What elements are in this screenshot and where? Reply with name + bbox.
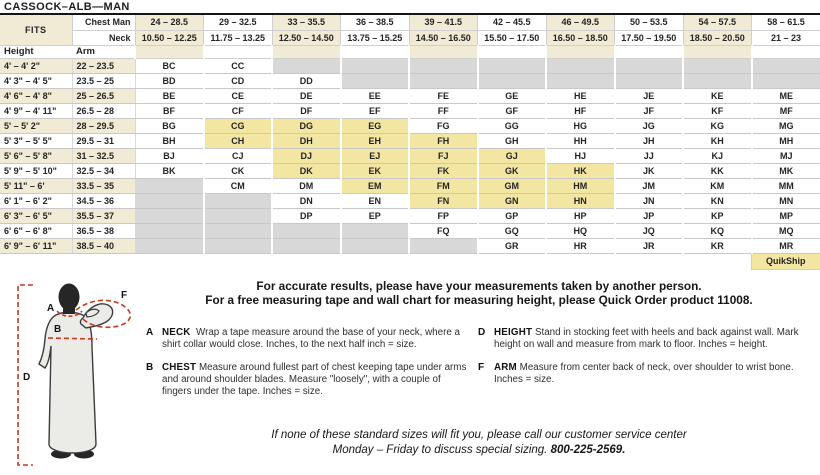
size-row: [0, 118, 820, 133]
height-range: 6' 3" – 6' 5": [0, 208, 72, 223]
quikship-row: [0, 253, 820, 269]
size-cell: MQ: [752, 223, 820, 238]
size-cell: HP: [546, 208, 615, 223]
size-cell: HF: [546, 103, 615, 118]
size-cell: GQ: [478, 223, 547, 238]
arm-range: 32.5 – 34: [72, 163, 135, 178]
size-cell: DF: [272, 103, 341, 118]
phone-number: 800-225-2569.: [550, 443, 626, 456]
note-letter: B: [146, 361, 154, 373]
notes-column-left: [146, 327, 468, 408]
neck-range-header: 11.75 – 13.25: [204, 30, 273, 45]
size-row: [0, 238, 820, 253]
head: [59, 284, 80, 311]
neck-range-header: 21 – 23: [752, 30, 820, 45]
size-cell: HJ: [546, 148, 615, 163]
arm-range: 23.5 – 25: [72, 73, 135, 88]
neck-range-header: 12.50 – 14.50: [272, 30, 341, 45]
size-row: [0, 148, 820, 163]
note-text: Stand in stocking feet with heels and back against wall. Mark height on wall and measure from mark to floor. Inches = height.: [494, 327, 799, 351]
arm-range: 22 – 23.5: [72, 58, 135, 73]
size-cell: HR: [546, 238, 615, 253]
filler-cell: [752, 45, 820, 58]
notice-line-2: For a free measuring tape and wall chart for measuring height, please Quick Order product 11008.: [205, 292, 753, 307]
size-cell: BE: [135, 88, 204, 103]
size-cell: HN: [546, 193, 615, 208]
size-cell: GN: [478, 193, 547, 208]
note-text: Wrap a tape measure around the base of your neck, where a shirt collar would close. Inches, to the next half inch = size.: [162, 327, 460, 351]
neck-label: Neck: [72, 30, 135, 45]
height-range: 4' – 4' 2": [0, 58, 72, 73]
neck-range-header: 17.50 – 19.50: [615, 30, 684, 45]
size-cell-unavailable: [409, 238, 478, 253]
size-cell-unavailable: [546, 58, 615, 73]
note-text: Measure around fullest part of chest keeping tape under arms and around shoulder blades. Measure "loosely", with a couple of fingers under the tape. Inches = size.: [162, 361, 467, 398]
neck-range-header: 16.50 – 18.50: [546, 30, 615, 45]
size-cell: DH: [272, 133, 341, 148]
accuracy-notice: [140, 280, 818, 308]
size-cell: MF: [752, 103, 820, 118]
size-cell-unavailable: [478, 73, 547, 88]
size-cell: EJ: [341, 148, 410, 163]
size-cell: MJ: [752, 148, 820, 163]
filler-cell: [546, 45, 615, 58]
size-cell: KK: [683, 163, 752, 178]
notes-column-right: [478, 327, 812, 408]
size-cell-unavailable: [683, 58, 752, 73]
chest-range-header: 24 – 28.5: [135, 15, 204, 30]
note-letter: F: [478, 361, 485, 373]
arm-range: 34.5 – 36: [72, 193, 135, 208]
size-cell-unavailable: [683, 73, 752, 88]
size-cell: JH: [615, 133, 684, 148]
note-text: Measure from center back of neck, over shoulder to wrist bone. Inches = size.: [494, 361, 794, 385]
size-cell: EE: [341, 88, 410, 103]
size-row: [0, 73, 820, 88]
chest-header-row: [0, 15, 820, 30]
size-row: [0, 88, 820, 103]
size-cell-unavailable: [272, 238, 341, 253]
note-letter: D: [478, 327, 486, 338]
size-cell: GG: [478, 118, 547, 133]
size-cell: KN: [683, 193, 752, 208]
note-chest: [146, 362, 468, 399]
size-cell: CC: [204, 58, 273, 73]
size-cell: HK: [546, 163, 615, 178]
special-line-2-text: Monday – Friday to discuss special sizing.: [332, 443, 548, 456]
size-cell: JP: [615, 208, 684, 223]
chest-range-header: 29 – 32.5: [204, 15, 273, 30]
note-body: [162, 327, 468, 352]
fits-label: FITS: [0, 15, 72, 45]
neck-range-header: 15.50 – 17.50: [478, 30, 547, 45]
robe-silhouette: [39, 312, 96, 453]
note-neck: [146, 327, 468, 352]
raised-arm: [80, 304, 112, 328]
figure-label-neck: A: [47, 303, 55, 314]
size-cell-unavailable: [272, 58, 341, 73]
filler-cell: [135, 45, 204, 58]
size-cell: DP: [272, 208, 341, 223]
size-cell: KJ: [683, 148, 752, 163]
size-cell: JR: [615, 238, 684, 253]
neck-range-header: 18.50 – 20.50: [683, 30, 752, 45]
size-cell: FE: [409, 88, 478, 103]
size-cell: EF: [341, 103, 410, 118]
note-letter: A: [146, 327, 154, 338]
size-cell-unavailable: [752, 58, 820, 73]
size-cell: GH: [478, 133, 547, 148]
height-range: 4' 6" – 4' 8": [0, 88, 72, 103]
size-cell-unavailable: [546, 73, 615, 88]
size-cell: CD: [204, 73, 273, 88]
size-cell: BF: [135, 103, 204, 118]
note-term: CHEST: [162, 361, 197, 373]
size-cell: JF: [615, 103, 684, 118]
size-cell: EP: [341, 208, 410, 223]
arm-range: 33.5 – 35: [72, 178, 135, 193]
size-cell-unavailable: [341, 238, 410, 253]
measurement-figure-svg: [2, 281, 144, 474]
size-cell: CK: [204, 163, 273, 178]
size-cell: EG: [341, 118, 410, 133]
size-cell: BH: [135, 133, 204, 148]
filler-cell: [341, 45, 410, 58]
height-range: 6' 9" – 6' 11": [0, 238, 72, 253]
size-row: [0, 58, 820, 73]
size-row: [0, 208, 820, 223]
size-cell: GK: [478, 163, 547, 178]
quikship-badge: QuikShip: [752, 253, 820, 269]
filler-cell: [204, 45, 273, 58]
size-cell: FG: [409, 118, 478, 133]
note-term: ARM: [494, 361, 517, 373]
size-cell: FJ: [409, 148, 478, 163]
size-cell: JJ: [615, 148, 684, 163]
size-cell: JQ: [615, 223, 684, 238]
chest-range-header: 58 – 61.5: [752, 15, 820, 30]
note-arm: [478, 362, 812, 387]
size-cell-unavailable: [135, 208, 204, 223]
size-cell-unavailable: [204, 193, 273, 208]
neck-range-header: 13.75 – 15.25: [341, 30, 410, 45]
size-cell-unavailable: [341, 223, 410, 238]
size-cell: CH: [204, 133, 273, 148]
chest-range-header: 42 – 45.5: [478, 15, 547, 30]
height-range: 6' 6" – 6' 8": [0, 223, 72, 238]
measurement-figure: [2, 281, 144, 474]
size-cell: CG: [204, 118, 273, 133]
size-cell: CM: [204, 178, 273, 193]
size-cell: BD: [135, 73, 204, 88]
size-cell: BG: [135, 118, 204, 133]
size-cell: MR: [752, 238, 820, 253]
size-cell: FK: [409, 163, 478, 178]
size-cell-unavailable: [204, 223, 273, 238]
filler-cell: [683, 45, 752, 58]
neck-header-row: [0, 30, 820, 45]
arm-range: 35.5 – 37: [72, 208, 135, 223]
size-cell: KP: [683, 208, 752, 223]
size-cell: MK: [752, 163, 820, 178]
size-cell-unavailable: [341, 58, 410, 73]
size-cell: KE: [683, 88, 752, 103]
size-cell-unavailable: [478, 58, 547, 73]
size-cell: FH: [409, 133, 478, 148]
size-cell: EN: [341, 193, 410, 208]
size-cell: FP: [409, 208, 478, 223]
special-line-2: [140, 443, 818, 458]
size-cell: HG: [546, 118, 615, 133]
size-cell: HM: [546, 178, 615, 193]
size-cell: FQ: [409, 223, 478, 238]
note-body: [494, 362, 812, 387]
size-cell-unavailable: [135, 193, 204, 208]
neck-range-header: 10.50 – 12.25: [135, 30, 204, 45]
height-arm-header-row: [0, 45, 820, 58]
size-cell: CJ: [204, 148, 273, 163]
height-range: 5' 11" – 6': [0, 178, 72, 193]
size-cell-unavailable: [615, 73, 684, 88]
note-body: [162, 362, 468, 399]
size-cell-unavailable: [204, 208, 273, 223]
size-cell: DD: [272, 73, 341, 88]
arm-range: 38.5 – 40: [72, 238, 135, 253]
size-cell: BC: [135, 58, 204, 73]
height-label: Height: [0, 45, 72, 58]
arm-range: 31 – 32.5: [72, 148, 135, 163]
arm-range: 26.5 – 28: [72, 103, 135, 118]
size-cell: DN: [272, 193, 341, 208]
height-range: 6' 1" – 6' 2": [0, 193, 72, 208]
chest-range-header: 46 – 49.5: [546, 15, 615, 30]
size-cell: JG: [615, 118, 684, 133]
arm-range: 28 – 29.5: [72, 118, 135, 133]
neck-shape: [63, 307, 75, 314]
size-cell: EM: [341, 178, 410, 193]
note-term: HEIGHT: [494, 327, 533, 338]
size-cell: HE: [546, 88, 615, 103]
arm-range: 29.5 – 31: [72, 133, 135, 148]
size-cell-unavailable: [135, 223, 204, 238]
size-cell: KR: [683, 238, 752, 253]
size-cell: MM: [752, 178, 820, 193]
size-cell-unavailable: [409, 73, 478, 88]
size-cell: CF: [204, 103, 273, 118]
size-cell: GF: [478, 103, 547, 118]
arm-range: 36.5 – 38: [72, 223, 135, 238]
height-range: 5' 6" – 5' 8": [0, 148, 72, 163]
figure-label-arm: F: [121, 290, 128, 301]
size-cell: KH: [683, 133, 752, 148]
size-row: [0, 163, 820, 178]
size-cell-unavailable: [341, 73, 410, 88]
figure-label-chest: B: [54, 324, 62, 335]
blank-cell: [0, 253, 752, 269]
size-cell: KF: [683, 103, 752, 118]
size-cell: GE: [478, 88, 547, 103]
chest-range-header: 36 – 38.5: [341, 15, 410, 30]
filler-cell: [478, 45, 547, 58]
size-cell: FN: [409, 193, 478, 208]
size-cell: MN: [752, 193, 820, 208]
size-cell: DJ: [272, 148, 341, 163]
special-line-1: If none of these standard sizes will fit you, please call our customer service center: [271, 429, 687, 441]
size-row: [0, 133, 820, 148]
size-cell: MG: [752, 118, 820, 133]
chest-range-header: 54 – 57.5: [683, 15, 752, 30]
size-cell: GM: [478, 178, 547, 193]
size-cell: BK: [135, 163, 204, 178]
size-cell: EH: [341, 133, 410, 148]
arm-label: Arm: [72, 45, 135, 58]
filler-cell: [272, 45, 341, 58]
size-cell: JN: [615, 193, 684, 208]
size-cell: DE: [272, 88, 341, 103]
size-cell-unavailable: [409, 58, 478, 73]
size-cell: HH: [546, 133, 615, 148]
neck-range-header: 14.50 – 16.50: [409, 30, 478, 45]
size-cell: KQ: [683, 223, 752, 238]
size-cell: JM: [615, 178, 684, 193]
size-cell: CE: [204, 88, 273, 103]
size-row: [0, 103, 820, 118]
size-cell-unavailable: [752, 73, 820, 88]
size-cell: KG: [683, 118, 752, 133]
page-title: CASSOCK–ALB—MAN: [0, 0, 820, 15]
chest-range-header: 50 – 53.5: [615, 15, 684, 30]
measurement-notes: [146, 327, 812, 408]
special-sizing-notice: [140, 428, 818, 457]
size-cell: DM: [272, 178, 341, 193]
note-term: NECK: [162, 327, 191, 338]
size-cell: MH: [752, 133, 820, 148]
chest-range-header: 39 – 41.5: [409, 15, 478, 30]
note-body: [494, 327, 812, 352]
size-row: [0, 178, 820, 193]
note-height: [478, 327, 812, 352]
filler-cell: [409, 45, 478, 58]
size-cell: ME: [752, 88, 820, 103]
size-cell: BJ: [135, 148, 204, 163]
size-cell: JK: [615, 163, 684, 178]
size-cell-unavailable: [272, 223, 341, 238]
size-cell: FF: [409, 103, 478, 118]
size-cell: DG: [272, 118, 341, 133]
size-cell: GJ: [478, 148, 547, 163]
size-cell: GR: [478, 238, 547, 253]
size-cell-unavailable: [135, 178, 204, 193]
size-chart-table: [0, 15, 820, 270]
size-cell-unavailable: [135, 238, 204, 253]
size-cell-unavailable: [204, 238, 273, 253]
chest-range-header: 33 – 35.5: [272, 15, 341, 30]
size-cell: JE: [615, 88, 684, 103]
size-cell: FM: [409, 178, 478, 193]
filler-cell: [615, 45, 684, 58]
height-range: 5' – 5' 2": [0, 118, 72, 133]
size-row: [0, 223, 820, 238]
chest-man-label: Chest Man: [72, 15, 135, 30]
height-range: 5' 9" – 5' 10": [0, 163, 72, 178]
size-cell-unavailable: [615, 58, 684, 73]
notice-line-1: For accurate results, please have your measurements taken by another person.: [256, 279, 702, 293]
height-range: 5' 3" – 5' 5": [0, 133, 72, 148]
size-cell: KM: [683, 178, 752, 193]
height-range: 4' 9" – 4' 11": [0, 103, 72, 118]
height-range: 4' 3" – 4' 5": [0, 73, 72, 88]
size-cell: EK: [341, 163, 410, 178]
size-cell: MP: [752, 208, 820, 223]
arm-range: 25 – 26.5: [72, 88, 135, 103]
size-table-body: [0, 15, 820, 269]
size-cell: DK: [272, 163, 341, 178]
size-cell: HQ: [546, 223, 615, 238]
size-row: [0, 193, 820, 208]
size-cell: GP: [478, 208, 547, 223]
figure-label-height: D: [23, 372, 31, 383]
